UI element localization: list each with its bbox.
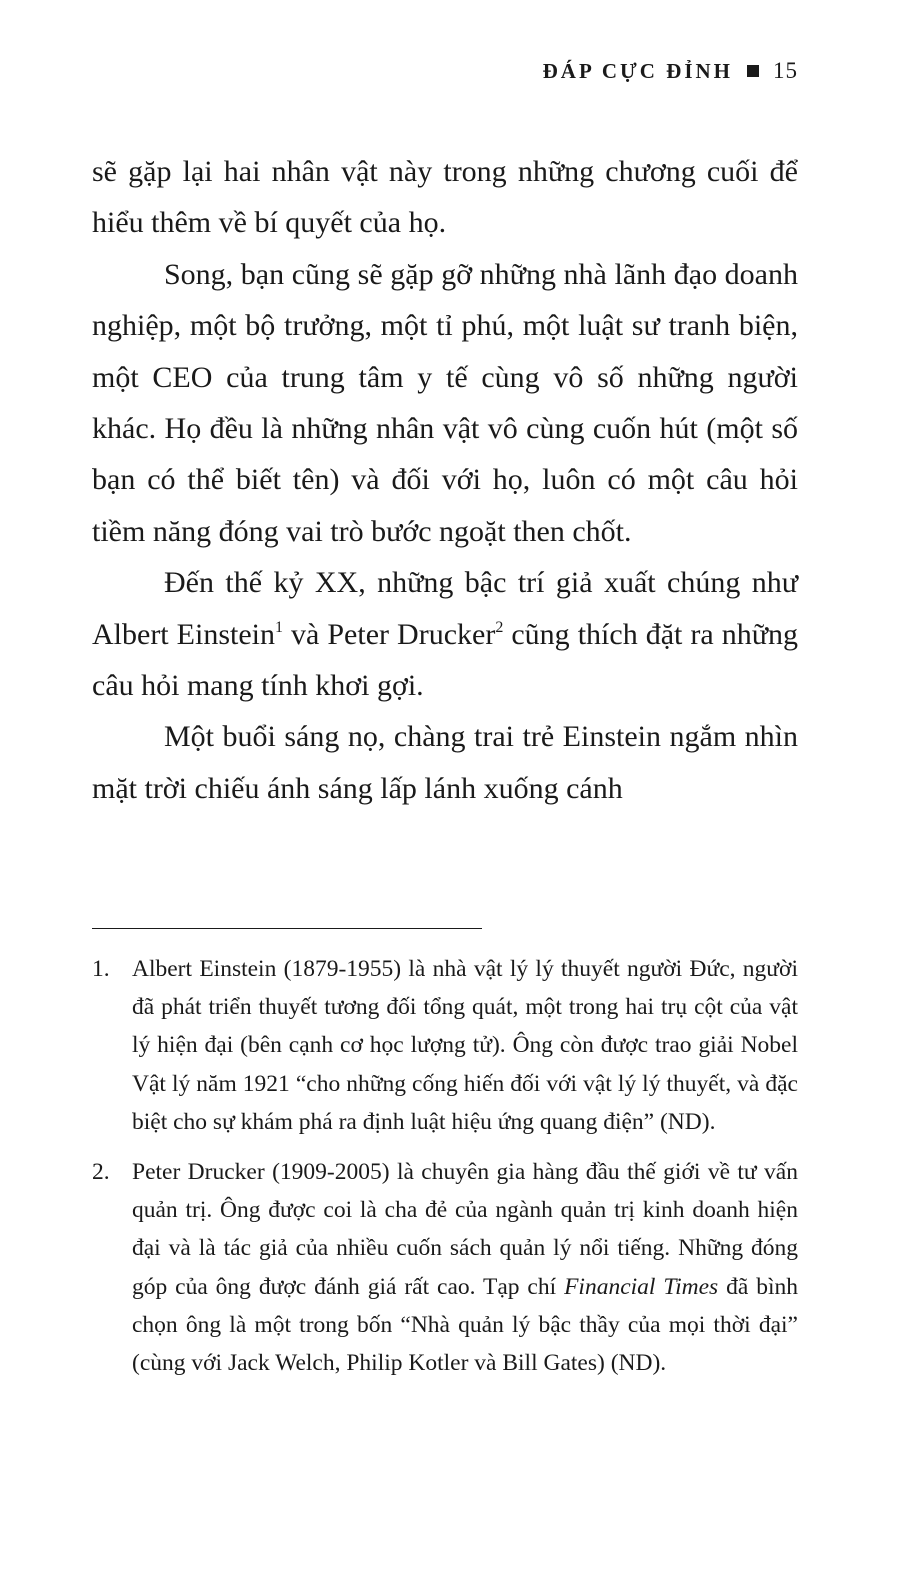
footnote-2 xyxy=(92,1153,798,1382)
footnote-1-text: Albert Einstein (1879-1955) là nhà vật lý lý thuyết người Đức, người đã phát triển thuyết tương đối tổng quát, một trong hai trụ cột của vật lý hiện đại (bên cạnh cơ học lượng tử). Ông còn được trao giải Nobel Vật lý năm 1921 “cho những cống hiến đối với vật lý lý thuyết, và đặc biệt cho sự khám phá ra định luật hiệu ứng quang điện” (ND). xyxy=(132,956,798,1135)
running-title: ĐÁP CỰC ĐỈNH xyxy=(542,58,733,83)
footnote-1-number: 1. xyxy=(92,956,110,982)
body-text xyxy=(92,146,798,814)
footnote-2-part-a: Peter Drucker (1909-2005) là chuyên gia hàng đầu thế giới về tư vấn quản trị. Ông được coi là cha đẻ của ngành quản trị kinh doanh hiện đại và là tác giả của nhiều cuốn sách quản lý nổi tiếng. Những đóng góp của ông được đánh giá rất cao. Tạp chí xyxy=(132,1159,798,1300)
footnote-divider xyxy=(92,928,482,929)
footnote-ref-2[interactable]: 2 xyxy=(495,618,504,636)
footnotes xyxy=(92,950,798,1394)
page-number: 15 xyxy=(773,58,798,83)
footnote-2-number: 2. xyxy=(92,1159,110,1186)
paragraph-3 xyxy=(92,557,798,711)
running-header xyxy=(543,58,798,84)
separator-square-icon xyxy=(747,65,759,77)
paragraph-3-part-a: Đến thế kỷ XX, những bậc trí giả xuất chúng như Albert Einstein xyxy=(92,566,798,651)
paragraph-2: Song, bạn cũng sẽ gặp gỡ những nhà lãnh đạo doanh nghiệp, một bộ trưởng, một tỉ phú, một luật sư tranh biện, một CEO của trung tâm y tế cùng vô số những người khác. Họ đều là những nhân vật vô cùng cuốn hút (một số bạn có thể biết tên) và đối với họ, luôn có một câu hỏi tiềm năng đóng vai trò bước ngoặt then chốt. xyxy=(92,257,798,548)
footnote-1 xyxy=(92,950,798,1141)
paragraph-3-part-b: và Peter Drucker xyxy=(283,617,496,651)
footnote-ref-1[interactable]: 1 xyxy=(275,618,283,636)
paragraph-3-part-c: cũng thích đặt ra những câu hỏi mang tính khơi gợi. xyxy=(92,617,798,703)
paragraph-4: Một buổi sáng nọ, chàng trai trẻ Einstein ngắm nhìn mặt trời chiếu ánh sáng lấp lánh xuống cánh xyxy=(92,720,798,805)
paragraph-1: sẽ gặp lại hai nhân vật này trong những chương cuối để hiểu thêm về bí quyết của họ. xyxy=(92,155,798,240)
footnote-2-italic-title: Financial Times xyxy=(564,1273,719,1300)
footnote-2-part-b: đã bình chọn ông là một trong bốn “Nhà quản lý bậc thầy của mọi thời đại” (cùng với Jack Welch, Philip Kotler và Bill Gates) (ND). xyxy=(132,1273,798,1377)
footnote-2-text xyxy=(132,1153,798,1382)
